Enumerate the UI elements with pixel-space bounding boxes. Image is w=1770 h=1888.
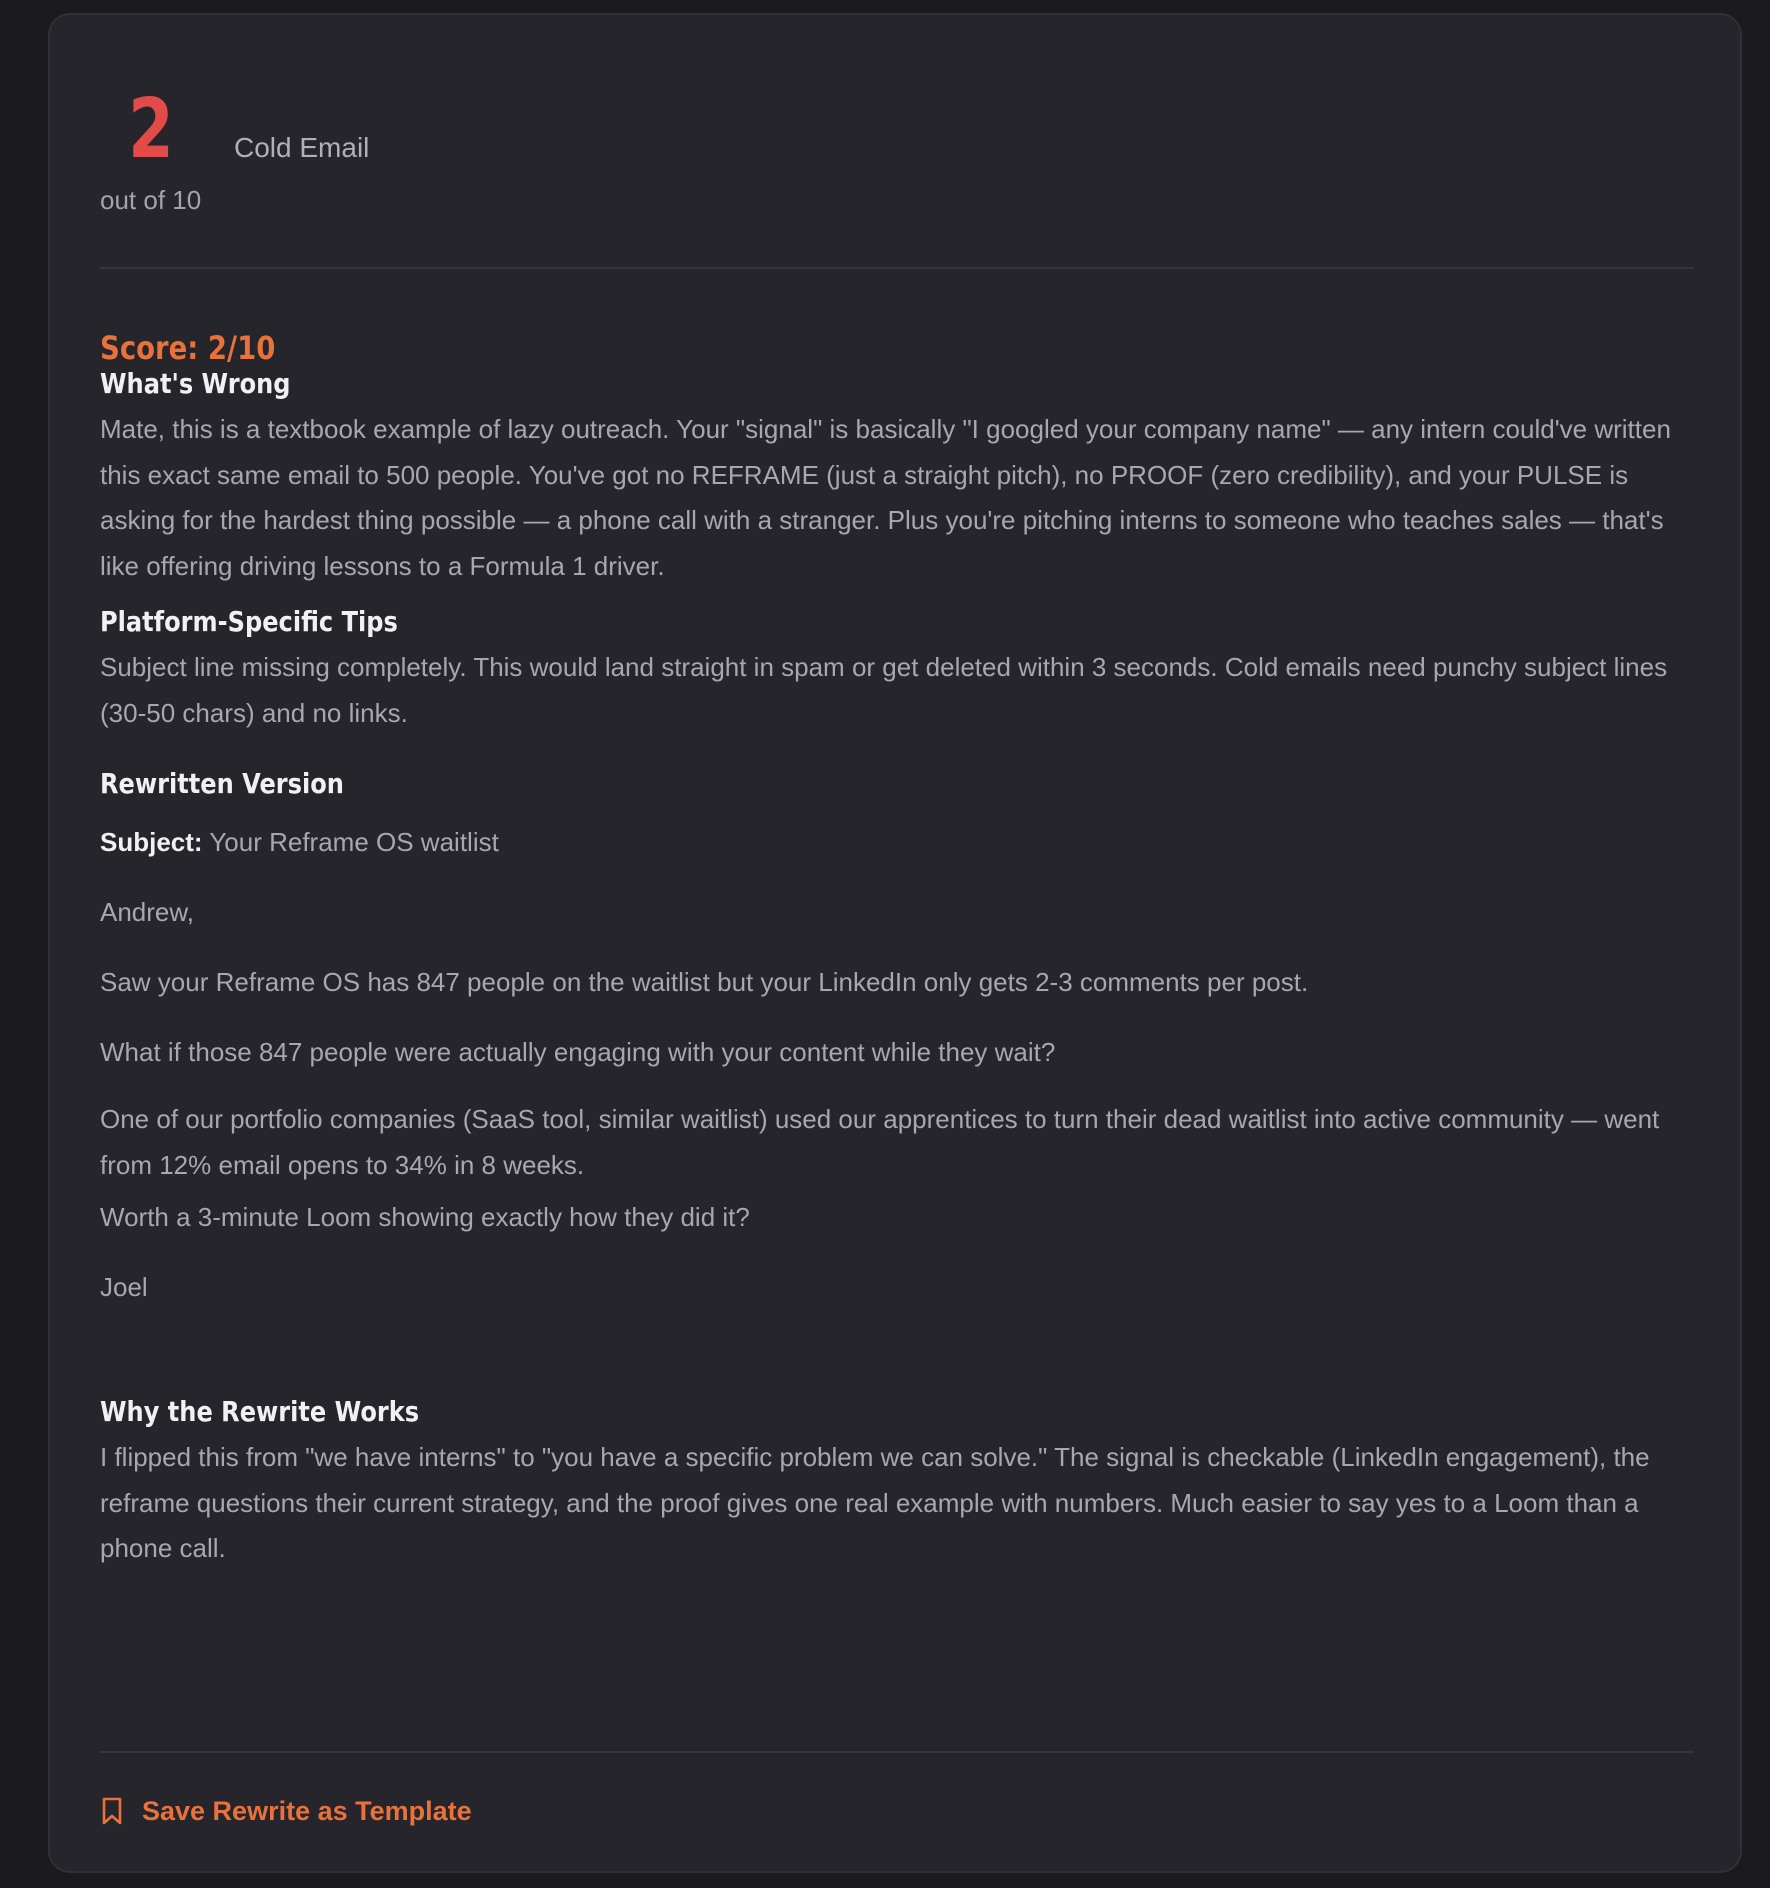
score-header — [100, 65, 1694, 269]
rewrite-heading: Rewritten Version — [100, 767, 344, 800]
score-out-of: out of 10 — [100, 185, 202, 215]
rewrite-paragraph-2: What if those 847 people were actually engaging with your content while they wait? — [100, 1037, 1056, 1067]
whats-wrong-text: Mate, this is a textbook example of lazy outreach. Your "signal" is basically "I googled your company name" — any intern could've written this exact same email to 500 people. You've got no REFRAME (just a straight pitch), no PROOF (zero credibility), and your PULSE is asking for the hardest thing possible — a phone call with a stranger. Plus you're pitching interns to someone who teaches sales — that's like offering driving lessons to a Formula 1 driver. — [100, 414, 1671, 581]
score-heading: Score: 2/10 — [100, 329, 276, 367]
rewrite-paragraph-4: Worth a 3-minute Loom showing exactly how they did it? — [100, 1202, 750, 1232]
tips-text: Subject line missing completely. This would land straight in spam or get deleted within 3 seconds. Cold emails need punchy subject lines (30-50 chars) and no links. — [100, 652, 1668, 728]
rewrite-subject-line — [100, 824, 499, 860]
whats-wrong-heading: What's Wrong — [100, 367, 291, 400]
rewrite-greeting: Andrew, — [100, 897, 194, 927]
why-heading: Why the Rewrite Works — [100, 1395, 420, 1428]
bookmark-icon — [100, 1796, 124, 1826]
footer-divider — [100, 1751, 1694, 1753]
rewrite-paragraph-3: One of our portfolio companies (SaaS tool, similar waitlist) used our apprentices to turn their dead waitlist into active community — went from 12% email opens to 34% in 8 weeks. — [100, 1104, 1660, 1180]
email-type-label: Cold Email — [234, 132, 370, 163]
rewrite-signoff: Joel — [100, 1272, 148, 1302]
result-card — [48, 13, 1742, 1873]
why-text: I flipped this from "we have interns" to "you have a specific problem we can solve." The signal is checkable (LinkedIn engagement), the reframe questions their current strategy, and the proof gives one real example with numbers. Much easier to say yes to a Loom than a phone call. — [100, 1442, 1650, 1563]
subject-value: Your Reframe OS waitlist — [209, 827, 499, 857]
save-template-label: Save Rewrite as Template — [142, 1795, 472, 1826]
subject-key: Subject: — [100, 827, 203, 857]
save-template-button[interactable] — [100, 1791, 472, 1831]
rewrite-paragraph-1: Saw your Reframe OS has 847 people on the waitlist but your LinkedIn only gets 2-3 comments per post. — [100, 967, 1309, 997]
tips-heading: Platform-Specific Tips — [100, 605, 398, 638]
score-number: 2 — [128, 82, 174, 177]
